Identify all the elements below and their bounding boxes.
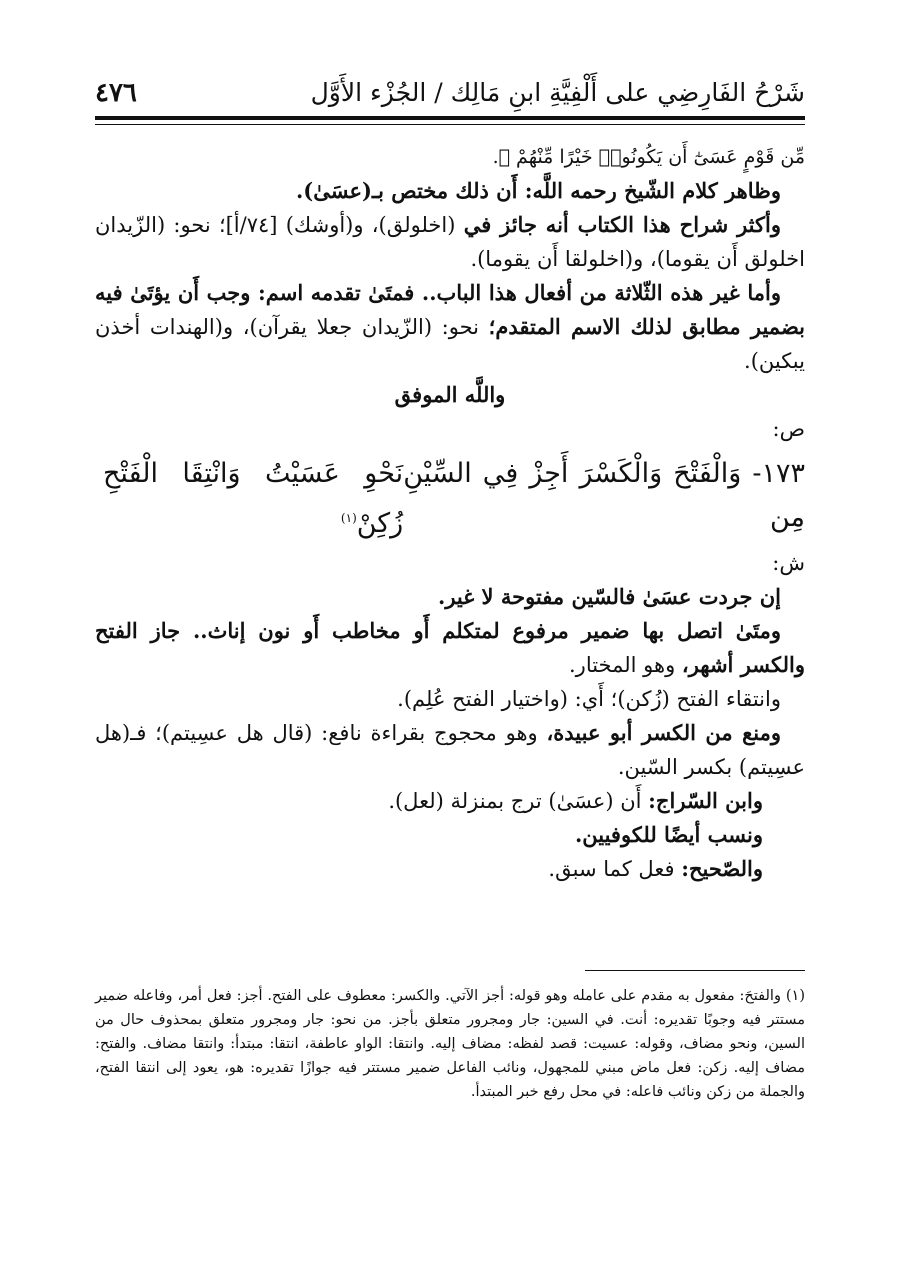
footnote-text: والفتحَ: مفعول به مقدم على عامله وهو قوله: أجز الآتي. والكسر: معطوف على الفتح. أجز: فعل أمر، وفاعله ضمير مستتر فيه وجوبًا تقديره: أنت. في السين: جار ومجرور متعلق بأجز. من نحو: جار ومجرور متعلق بمحذوف حال من السين، ونحو مضاف، وقوله: عسيت: قصد لفظه: مضاف إليه. وانتقا: الواو عاطفة، انتقا: مبتدأ: وانتقا مضاف. والفتح: مضاف إليه. زكن: فعل ماض مبني للمجهول، ونائب الفاعل ضمير مستتر فيه جوازًا تقديره: هو، يعود إلى انتقا الفتح، والجملة من زكن ونائب فاعله: في محل رفع خبر المبتدأ.	[95, 988, 805, 1100]
line-b-rest: وهو المختار.	[569, 653, 676, 677]
line-g-bold: والصّحيح:	[681, 856, 763, 881]
page-header	[95, 72, 805, 110]
paragraph-2-bold: وأكثر شراح هذا الكتاب أنه جائز في	[463, 212, 781, 237]
matn-label: ص:	[772, 417, 805, 441]
paragraph-1	[95, 174, 805, 208]
footnote-ref: (١)	[340, 511, 357, 525]
footnote-number: (١)	[785, 988, 805, 1004]
paragraph-1-text: وظاهر كلام الشّيخ رحمه اللَّه: أَن ذلك مختص بـ(عسَىٰ).	[295, 178, 781, 203]
paragraph-3-bold: وأما غير هذه الثّلاثة من أفعال هذا الباب.. فمتَىٰ تقدمه اسم: وجب أَن يؤتَىٰ فيه بضمير مطابق لذلك الاسم المتقدم؛	[95, 280, 806, 339]
paragraph-3	[95, 276, 805, 378]
line-c: وانتقاء الفتح (زُكن)؛ أَي: (واختيار الفتح عُلِم).	[397, 687, 781, 711]
running-title: شَرْحُ الفَارِضِي على أَلْفِيَّةِ ابنِ مَالِك / الجُزْء الأَوَّل	[310, 78, 805, 107]
verse-part-1: وَالْفَتْحَ وَالْكَسْرَ أَجِزْ فِي السِّيْنِ مِن	[403, 458, 805, 533]
line-e	[95, 784, 805, 818]
line-g	[95, 852, 805, 886]
quran-fragment: مِّن قَوْمٍ عَسَىٰٓ أَن يَكُونُوا۟ خَيْرًا مِّنْهُمْ ﴾.	[492, 146, 805, 168]
line-d-rest: وهو محجوج بقراءة نافع: (قال هل عسِيتم)؛ فـ(هل عسِيتم) بكسر السّين.	[95, 721, 805, 779]
line-e-bold: وابن السّراج:	[648, 788, 763, 813]
line-g-rest: فعل كما سبق.	[548, 857, 675, 881]
closing-phrase: واللَّه الموفق	[394, 382, 506, 407]
verse-part-2: نَحْوِ عَسَيْتُ وَانْتِقَا الْفَتْحِ زُكِنْ	[103, 458, 404, 539]
line-d-bold: ومنع من الكسر أبو عبيدة،	[546, 720, 781, 745]
line-b	[95, 614, 805, 682]
line-b-bold: ومتَىٰ اتصل بها ضمير مرفوع لمتكلم أَو مخاطب أَو نون إناث.. جاز الفتح والكسر أشهر،	[95, 618, 805, 677]
line-d	[95, 716, 805, 784]
footnote	[95, 984, 805, 1104]
footnote-separator	[585, 970, 805, 971]
paragraph-2	[95, 208, 805, 276]
paragraph-2-rest: (اخلولق)، و(أوشك) [٧٤/أ]؛ نحو: (الزّيدان اخلولق أَن يقوما)، و(اخلولقا أَن يقوما).	[95, 213, 805, 271]
verse-first-hemistich	[403, 452, 805, 540]
verse-second-hemistich	[103, 452, 403, 546]
page-number: ٤٧٦	[95, 78, 137, 108]
line-f: ونسب أيضًا للكوفيين.	[574, 822, 763, 847]
header-rule-thin	[95, 124, 805, 125]
line-e-rest: أَن (عسَىٰ) ترج بمنزلة (لعل).	[388, 789, 642, 813]
sharh-label: ش:	[772, 551, 805, 575]
line-a: إن جردت عسَىٰ فالسّين مفتوحة لا غير.	[438, 584, 781, 609]
header-rule-thick	[95, 116, 805, 120]
verse-line	[95, 452, 805, 546]
paragraph-3-rest: نحو: (الزّيدان جعلا يقرآن)، و(الهندات أخذن يبكين).	[95, 315, 805, 373]
main-text	[95, 140, 805, 886]
verse-number: ١٧٣-	[752, 458, 805, 489]
